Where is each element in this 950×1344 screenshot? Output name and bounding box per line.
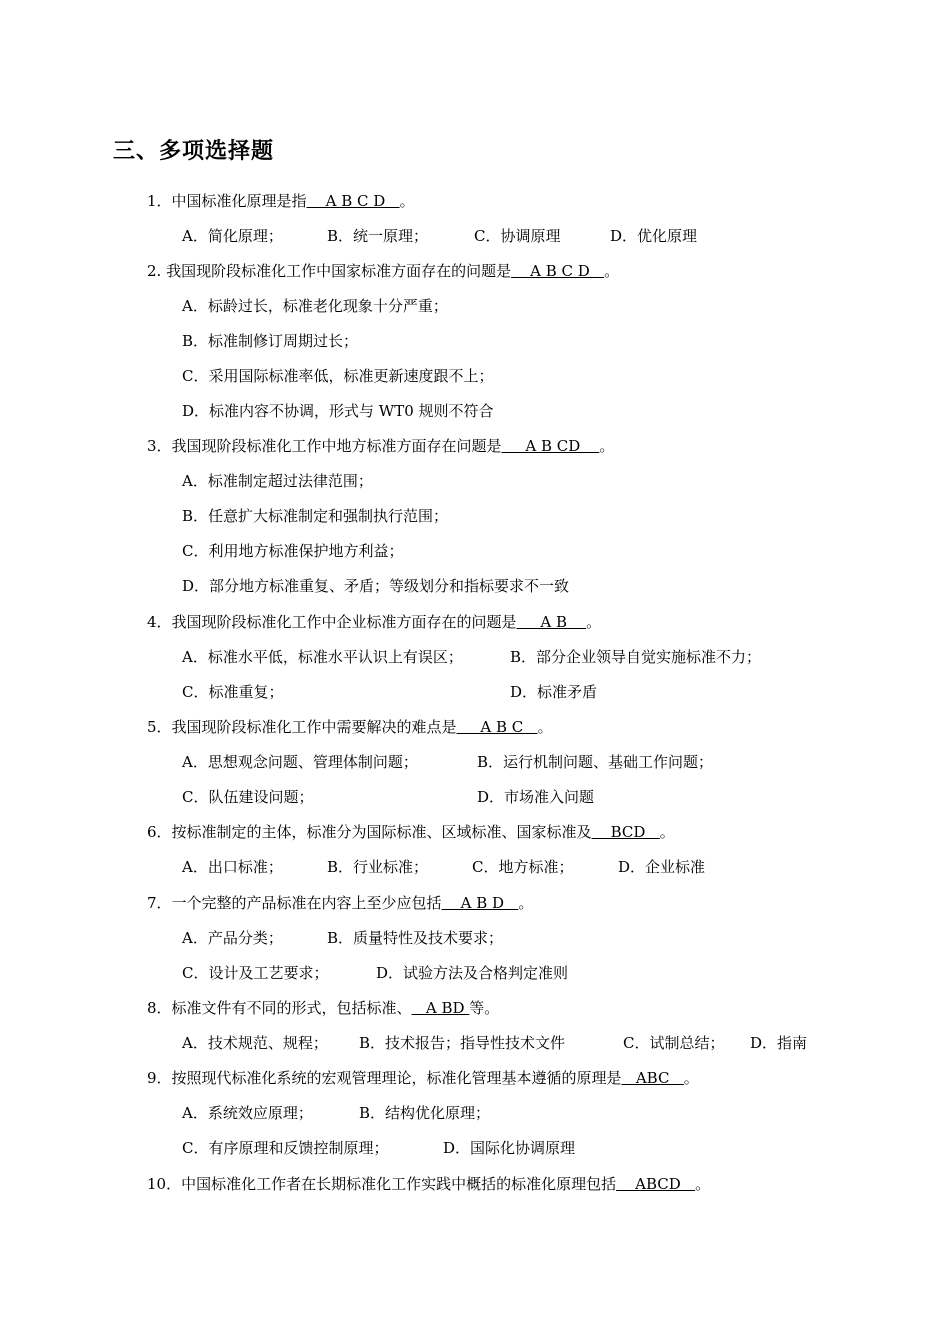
option-b: B．技术报告；指导性技术文件 (359, 1034, 566, 1052)
answer-blank: A B CD (501, 437, 600, 455)
option-c: C．有序原理和反馈控制原理； (182, 1139, 389, 1157)
answer-blank: BCD (591, 823, 660, 841)
answer-blank: A BD (411, 999, 470, 1017)
option-d: D．部分地方标准重复、矛盾；等级划分和指标要求不一致 (182, 577, 570, 595)
option-c: C．利用地方标准保护地方利益； (182, 542, 404, 560)
answer-blank: A B C D (306, 192, 400, 210)
option-b: B．行业标准； (327, 858, 429, 876)
option-c: C．协调原理 (474, 227, 561, 245)
option-c: C．设计及工艺要求； (182, 964, 329, 982)
option-a: A．思想观念问题、管理体制问题； (182, 753, 418, 771)
question-3: 3．我国现阶段标准化工作中地方标准方面存在问题是 A B CD 。 (147, 437, 615, 455)
answer-blank: ABCD (616, 1175, 696, 1193)
option-c: C．采用国际标准率低，标准更新速度跟不上； (182, 367, 494, 385)
option-d: D．标准内容不协调，形式与 WT0 规则不符合 (182, 402, 494, 420)
option-a: A．标龄过长，标准老化现象十分严重； (182, 297, 448, 315)
question-2: 2. 我国现阶段标准化工作中国家标准方面存在的问题是 A B C D 。 (147, 262, 620, 280)
option-a: A．标准制定超过法律范围； (182, 472, 373, 490)
option-b: B．统一原理； (327, 227, 429, 245)
option-c: C．地方标准； (472, 858, 574, 876)
option-a: A．标准水平低，标准水平认识上有误区； (182, 648, 463, 666)
option-a: A．系统效应原理； (182, 1104, 313, 1122)
option-a: A．简化原理； (182, 227, 283, 245)
option-b: B．运行机制问题、基础工作问题； (477, 753, 714, 771)
option-c: C．队伍建设问题； (182, 788, 314, 806)
option-a: A．技术规范、规程； (182, 1034, 328, 1052)
section-title: 三、多项选择题 (113, 139, 275, 164)
option-d: D．优化原理 (610, 227, 698, 245)
question-5: 5．我国现阶段标准化工作中需要解决的难点是 A B C 。 (147, 718, 553, 736)
option-d: D．市场准入问题 (477, 788, 595, 806)
option-c: C．试制总结； (623, 1034, 725, 1052)
option-b: B．部分企业领导自觉实施标准不力； (510, 648, 762, 666)
option-b: B．结构优化原理； (359, 1104, 491, 1122)
option-b: B．标准制修订周期过长； (182, 332, 359, 350)
answer-blank: A B C (456, 718, 538, 736)
question-10: 10．中国标准化工作者在长期标准化工作实践中概括的标准化原理包括 ABCD 。 (147, 1175, 711, 1193)
option-d: D．企业标准 (618, 858, 706, 876)
question-8: 8．标准文件有不同的形式，包括标准、 A BD 等。 (147, 999, 500, 1017)
option-b: B．质量特性及技术要求； (327, 929, 504, 947)
option-c: C．标准重复； (182, 683, 284, 701)
question-9: 9．按照现代标准化系统的宏观管理理论，标准化管理基本遵循的原理是 ABC 。 (147, 1069, 699, 1087)
answer-blank: A B (516, 613, 587, 631)
option-d: D．国际化协调原理 (443, 1139, 576, 1157)
question-6: 6．按标准制定的主体，标准分为国际标准、区域标准、国家标准及 BCD 。 (147, 823, 675, 841)
option-a: A．产品分类； (182, 929, 283, 947)
option-d: D．标准矛盾 (510, 683, 598, 701)
answer-blank: A B C D (511, 262, 605, 280)
option-d: D．试验方法及合格判定准则 (376, 964, 569, 982)
question-7: 7．一个完整的产品标准在内容上至少应包括 A B D 。 (147, 894, 534, 912)
answer-blank: ABC (621, 1069, 684, 1087)
option-b: B．任意扩大标准制定和强制执行范围； (182, 507, 449, 525)
option-a: A．出口标准； (182, 858, 283, 876)
question-4: 4．我国现阶段标准化工作中企业标准方面存在的问题是 A B 。 (147, 613, 602, 631)
option-d: D．指南 (750, 1034, 808, 1052)
question-1: 1．中国标准化原理是指 A B C D 。 (147, 192, 415, 210)
answer-blank: A B D (441, 894, 519, 912)
